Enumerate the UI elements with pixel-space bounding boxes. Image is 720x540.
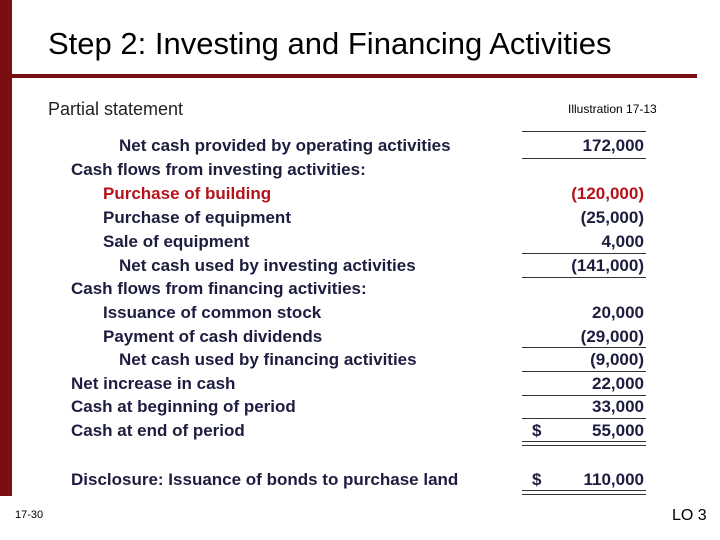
row-value: (120,000) — [571, 184, 644, 203]
row-label: Purchase of equipment — [103, 208, 291, 227]
statement-row — [0, 184, 646, 208]
amount-cell — [522, 303, 644, 327]
amount-rule — [522, 131, 646, 132]
row-value: (29,000) — [580, 327, 644, 346]
amount-rule — [522, 371, 646, 372]
double-rule — [522, 490, 646, 495]
statement-row — [0, 279, 646, 303]
currency-symbol: $ — [532, 421, 542, 440]
amount-rule — [522, 347, 646, 348]
row-value: 4,000 — [601, 232, 644, 251]
row-value: 33,000 — [592, 397, 644, 416]
row-label: Net cash used by investing activities — [119, 256, 416, 275]
amount-cell — [522, 136, 644, 160]
statement-row — [0, 303, 646, 327]
statement-row — [0, 136, 646, 160]
row-label: Cash at beginning of period — [71, 397, 296, 416]
disclosure-value: 110,000 — [583, 470, 644, 489]
row-value: (25,000) — [580, 208, 644, 227]
row-value: (141,000) — [571, 256, 644, 275]
accent-bar-top — [0, 0, 12, 76]
row-label: Cash at end of period — [71, 421, 245, 440]
amount-cell — [522, 184, 644, 208]
row-value: 172,000 — [582, 136, 644, 155]
row-label: Purchase of building — [103, 184, 272, 203]
row-label: Sale of equipment — [103, 232, 250, 251]
page-number: 17-30 — [15, 509, 44, 521]
row-label: Net cash provided by operating activities — [119, 136, 451, 155]
amount-cell — [522, 208, 644, 232]
row-label: Net cash used by financing activities — [119, 350, 417, 369]
row-value: 22,000 — [592, 374, 644, 393]
slide-title: Step 2: Investing and Financing Activities — [48, 26, 612, 61]
statement-row — [0, 208, 646, 232]
row-label: Payment of cash dividends — [103, 327, 323, 346]
amount-rule — [522, 418, 646, 419]
currency-symbol: $ — [532, 470, 542, 489]
row-value: (9,000) — [590, 350, 644, 369]
disclosure-label: Disclosure: Issuance of bonds to purchase land — [71, 470, 459, 489]
statement-row — [0, 160, 646, 184]
amount-rule — [522, 253, 646, 254]
row-value: 20,000 — [592, 303, 644, 322]
amount-rule — [522, 158, 646, 159]
learning-objective-tag: LO 3 — [672, 507, 707, 524]
amount-rule — [522, 277, 646, 278]
slide-subtitle: Partial statement — [48, 99, 184, 119]
illustration-label: Illustration 17-13 — [568, 102, 657, 116]
double-rule — [522, 441, 646, 446]
row-label: Issuance of common stock — [103, 303, 322, 322]
title-rule — [12, 74, 697, 78]
row-value: 55,000 — [592, 421, 644, 440]
row-label: Net increase in cash — [71, 374, 236, 393]
amount-rule — [522, 395, 646, 396]
row-label: Cash flows from financing activities: — [71, 279, 367, 298]
row-label: Cash flows from investing activities: — [71, 160, 366, 179]
